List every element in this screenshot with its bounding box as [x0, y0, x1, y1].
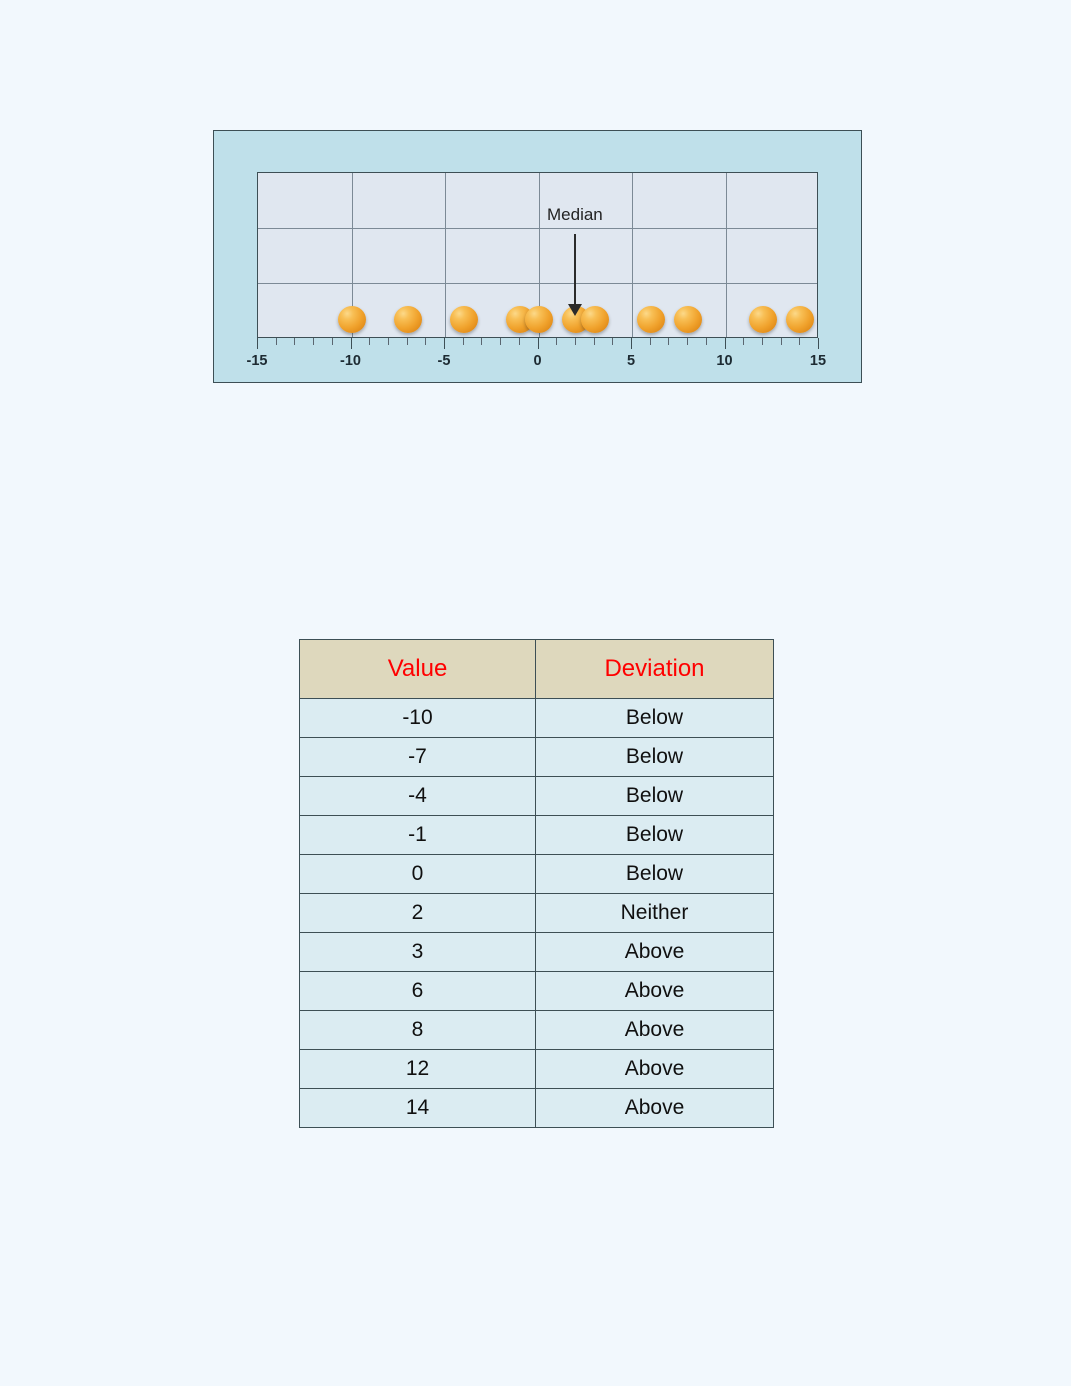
table-row [300, 933, 774, 972]
axis-tick-major [725, 338, 726, 349]
axis-tick-minor [463, 338, 464, 345]
cell-value: -4 [300, 777, 536, 816]
table-row [300, 1011, 774, 1050]
axis-tick-major [538, 338, 539, 349]
data-dot [786, 306, 814, 333]
axis-tick-minor [612, 338, 613, 345]
axis-tick-minor [706, 338, 707, 345]
cell-deviation: Above [536, 1011, 774, 1050]
vertical-gridline [632, 173, 633, 337]
axis-tick-minor [425, 338, 426, 345]
median-annotation-label: Median [547, 205, 603, 224]
data-dot [338, 306, 366, 333]
axis-tick-minor [556, 338, 557, 345]
axis-tick-minor [332, 338, 333, 345]
axis-tick-label: 5 [626, 353, 636, 369]
cell-value: 12 [300, 1050, 536, 1089]
cell-value: 2 [300, 894, 536, 933]
cell-deviation: Below [536, 855, 774, 894]
table-header-row [300, 640, 774, 699]
cell-deviation: Below [536, 777, 774, 816]
axis-tick-minor [369, 338, 370, 345]
column-header-deviation: Deviation [536, 640, 774, 699]
axis-tick-minor [276, 338, 277, 345]
data-dot [525, 306, 553, 333]
axis-tick-minor [594, 338, 595, 345]
table-row [300, 738, 774, 777]
axis-tick-minor [313, 338, 314, 345]
table-row [300, 1089, 774, 1128]
axis-tick-label: -15 [246, 353, 268, 369]
cell-value: 3 [300, 933, 536, 972]
axis-tick-minor [650, 338, 651, 345]
axis-tick-minor [481, 338, 482, 345]
data-dot [637, 306, 665, 333]
table-row [300, 972, 774, 1011]
axis-tick-minor [519, 338, 520, 345]
vertical-gridline [445, 173, 446, 337]
table-header [300, 640, 774, 699]
data-dot [581, 306, 609, 333]
cell-value: -10 [300, 699, 536, 738]
axis-tick-minor [575, 338, 576, 345]
cell-deviation: Above [536, 1089, 774, 1128]
data-dot [394, 306, 422, 333]
axis-tick-major [818, 338, 819, 349]
axis-tick-label: -5 [437, 353, 451, 369]
axis-tick-minor [762, 338, 763, 345]
cell-deviation: Above [536, 972, 774, 1011]
table-row [300, 855, 774, 894]
cell-deviation: Above [536, 1050, 774, 1089]
cell-deviation: Below [536, 738, 774, 777]
axis-tick-minor [500, 338, 501, 345]
axis-tick-minor [407, 338, 408, 345]
table-row [300, 816, 774, 855]
axis-tick-label: 0 [533, 353, 542, 369]
axis-tick-minor [388, 338, 389, 345]
cell-deviation: Neither [536, 894, 774, 933]
axis-tick-minor [687, 338, 688, 345]
median-arrow-head-icon [568, 304, 582, 316]
median-arrow-line [574, 234, 576, 308]
table-row [300, 777, 774, 816]
axis-tick-label: -10 [340, 353, 361, 369]
table-row [300, 894, 774, 933]
axis-tick-label: 10 [716, 353, 733, 369]
axis-tick-label: 15 [809, 353, 827, 369]
axis-tick-major [631, 338, 632, 349]
cell-value: -1 [300, 816, 536, 855]
axis-tick-minor [668, 338, 669, 345]
cell-value: 0 [300, 855, 536, 894]
table-row [300, 699, 774, 738]
cell-value: 14 [300, 1089, 536, 1128]
horizontal-gridline [258, 283, 817, 284]
dot-plot-plot-area [257, 172, 818, 338]
dot-plot-panel [213, 130, 862, 383]
cell-value: 6 [300, 972, 536, 1011]
cell-value: -7 [300, 738, 536, 777]
vertical-gridline [726, 173, 727, 337]
cell-deviation: Above [536, 933, 774, 972]
data-dot [749, 306, 777, 333]
horizontal-gridline [258, 228, 817, 229]
axis-tick-minor [781, 338, 782, 345]
axis-tick-strip [257, 338, 818, 352]
data-dot [450, 306, 478, 333]
axis-tick-major [257, 338, 258, 349]
cell-deviation: Below [536, 816, 774, 855]
table-body [300, 699, 774, 1128]
axis-tick-major [444, 338, 445, 349]
deviation-table [299, 639, 774, 1128]
axis-tick-labels [246, 353, 827, 375]
data-dot [674, 306, 702, 333]
cell-deviation: Below [536, 699, 774, 738]
table-row [300, 1050, 774, 1089]
cell-value: 8 [300, 1011, 536, 1050]
axis-tick-minor [743, 338, 744, 345]
axis-tick-minor [294, 338, 295, 345]
axis-tick-minor [799, 338, 800, 345]
axis-tick-major [351, 338, 352, 349]
column-header-value: Value [300, 640, 536, 699]
